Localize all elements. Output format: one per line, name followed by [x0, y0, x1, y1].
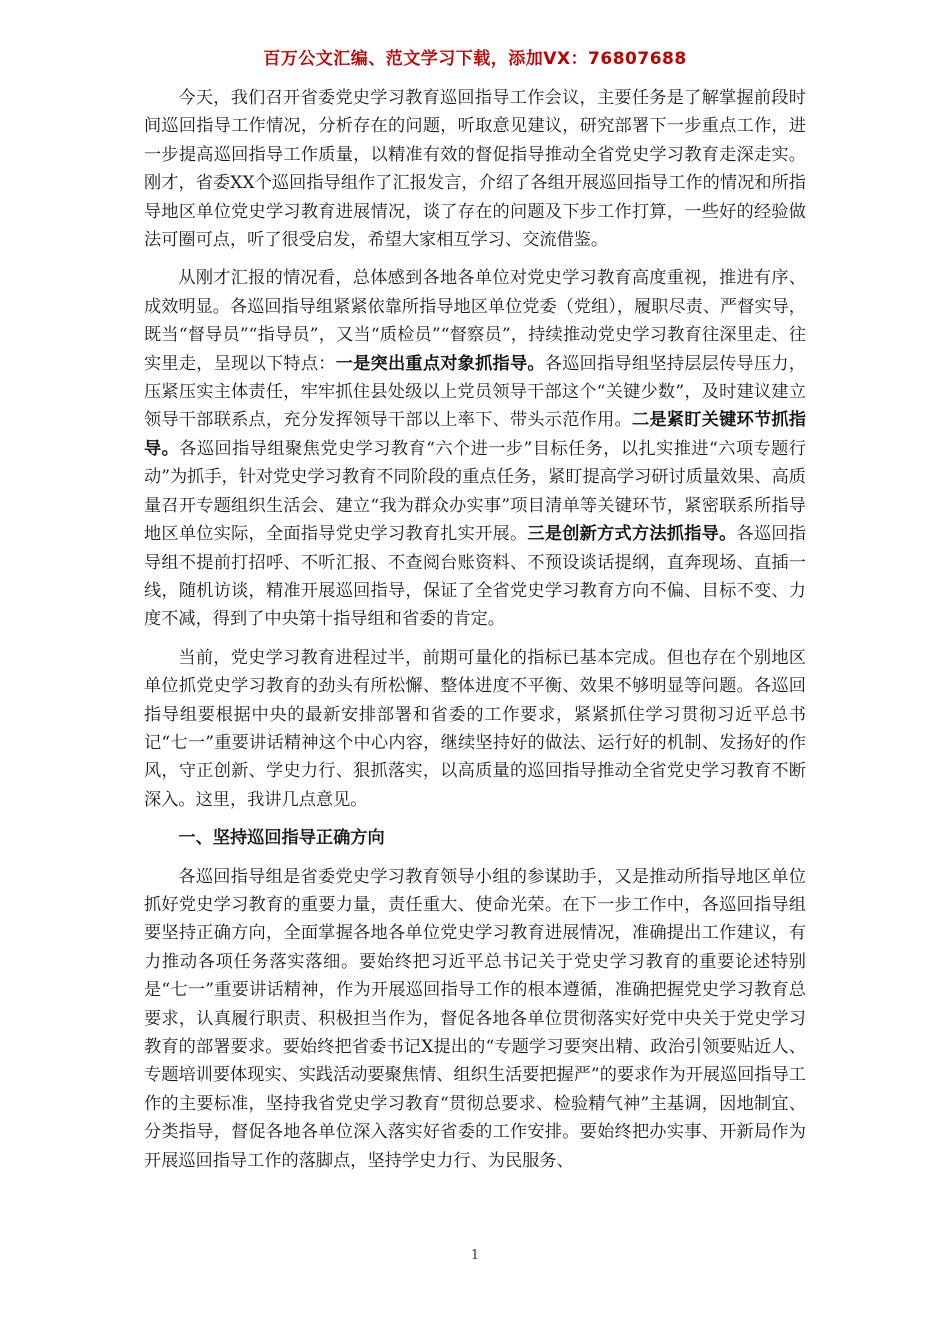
- section-heading-1: 一、坚持巡回指导正确方向: [178, 828, 385, 849]
- paragraph-summary: [144, 264, 806, 633]
- paragraph-opening: 今天，我们召开省委党史学习教育巡回指导工作会议，主要任务是了解掌握前段时间巡回指导工作情况，分析存在的问题，听取意见建议，研究部署下一步重点工作，进一步提高巡回指导工作质量，以精准有效的督促指导推动全省党史学习教育走深走实。刚才，省委XX个巡回指导组作了汇报发言，介绍了各组开展巡回指导工作的情况和所指导地区单位党史学习教育进展情况，谈了存在的问题及下步工作打算，一些好的经验做法可圈可点，听了很受启发，希望大家相互学习、交流借鉴。: [144, 88, 806, 251]
- point-one-heading: 一是突出重点对象抓指导。: [335, 353, 545, 374]
- document-header-banner: 百万公文汇编、范文学习下载，添加VX：76807688: [263, 49, 687, 69]
- point-three-heading: 三是创新方式方法抓指导。: [527, 524, 737, 545]
- point-two-heading: 二是紧盯关键环节抓指导。: [144, 410, 806, 459]
- document-body: [144, 84, 806, 1185]
- paragraph-current-situation: 当前，党史学习教育进程过半，前期可量化的指标已基本完成。但也存在个别地区单位抓党史学习教育的劲头有所松懈、整体进度不平衡、效果不够明显等问题。各巡回指导组要根据中央的最新安排部署和省委的工作要求，紧紧抓住学习贯彻习近平总书记“七一”重要讲话精神这个中心内容，继续坚持好的做法、运行好的机制、发扬好的作风，守正创新、学史力行、狠抓落实，以高质量的巡回指导推动全省党史学习教育不断深入。这里，我讲几点意见。: [144, 647, 806, 810]
- point-two-text: 各巡回指导组聚焦党史学习教育“六个进一步”目标任务，以扎实推进“六项专题行动”为抓手，针对党史学习教育不同阶段的重点任务，紧盯提高学习研讨质量效果、高质量召开专题组织生活会、建立“我为群众办实事”项目清单等关键环节，紧密联系所指导地区单位实际，全面指导党史学习教育扎实开展。: [144, 438, 806, 545]
- point-one-text: 各巡回指导组坚持层层传导压力，压紧压实主体责任，牢牢抓住县处级以上党员领导干部这个“关键少数”，及时建议建立领导干部联系点，充分发挥领导干部以上率下、带头示范作用。: [144, 353, 806, 431]
- paragraph-section-1: 各巡回指导组是省委党史学习教育领导小组的参谋助手，又是推动所指导地区单位抓好党史学习教育的重要力量，责任重大、使命光荣。在下一步工作中，各巡回指导组要坚持正确方向，全面掌握各地各单位党史学习教育进展情况，准确提出工作建议，有力推动各项任务落实落细。要始终把习近平总书记关于党史学习教育的重要论述特别是“七一”重要讲话精神，作为开展巡回指导工作的根本遵循，准确把握党史学习教育总要求，认真履行职责、积极担当作为，督促各地各单位贯彻落实好党中央关于党史学习教育的部署要求。要始终把省委书记X提出的“专题学习要突出精、政治引领要贴近人、专题培训要体现实、实践活动要聚焦情、组织生活要把握严”的要求作为开展巡回指导工作的主要标准，坚持我省党史学习教育“贯彻总要求、检验精气神”主基调，因地制宜、分类指导，督促各地各单位深入落实好省委的工作安排。要始终把办实事、开新局作为开展巡回指导工作的落脚点，坚持学史力行、为民服务、: [144, 866, 806, 1171]
- page-number: 1: [470, 1248, 480, 1263]
- summary-intro-text: 从刚才汇报的情况看，总体感到各地各单位对党史学习教育高度重视，推进有序、成效明显。各巡回指导组紧紧依靠所指导地区单位党委（党组），履职尽责、严督实导，既当“督导员”“指导员”，又当“质检员”“督察员”，持续推动党史学习教育往深里走、往实里走，呈现以下特点：: [144, 268, 806, 374]
- point-three-text: 各巡回指导组不提前打招呼、不听汇报、不查阅台账资料、不预设谈话提纲，直奔现场、直插一线，随机访谈，精准开展巡回指导，保证了全省党史学习教育方向不偏、目标不变、力度不减，得到了中央第十指导组和省委的肯定。: [144, 524, 806, 630]
